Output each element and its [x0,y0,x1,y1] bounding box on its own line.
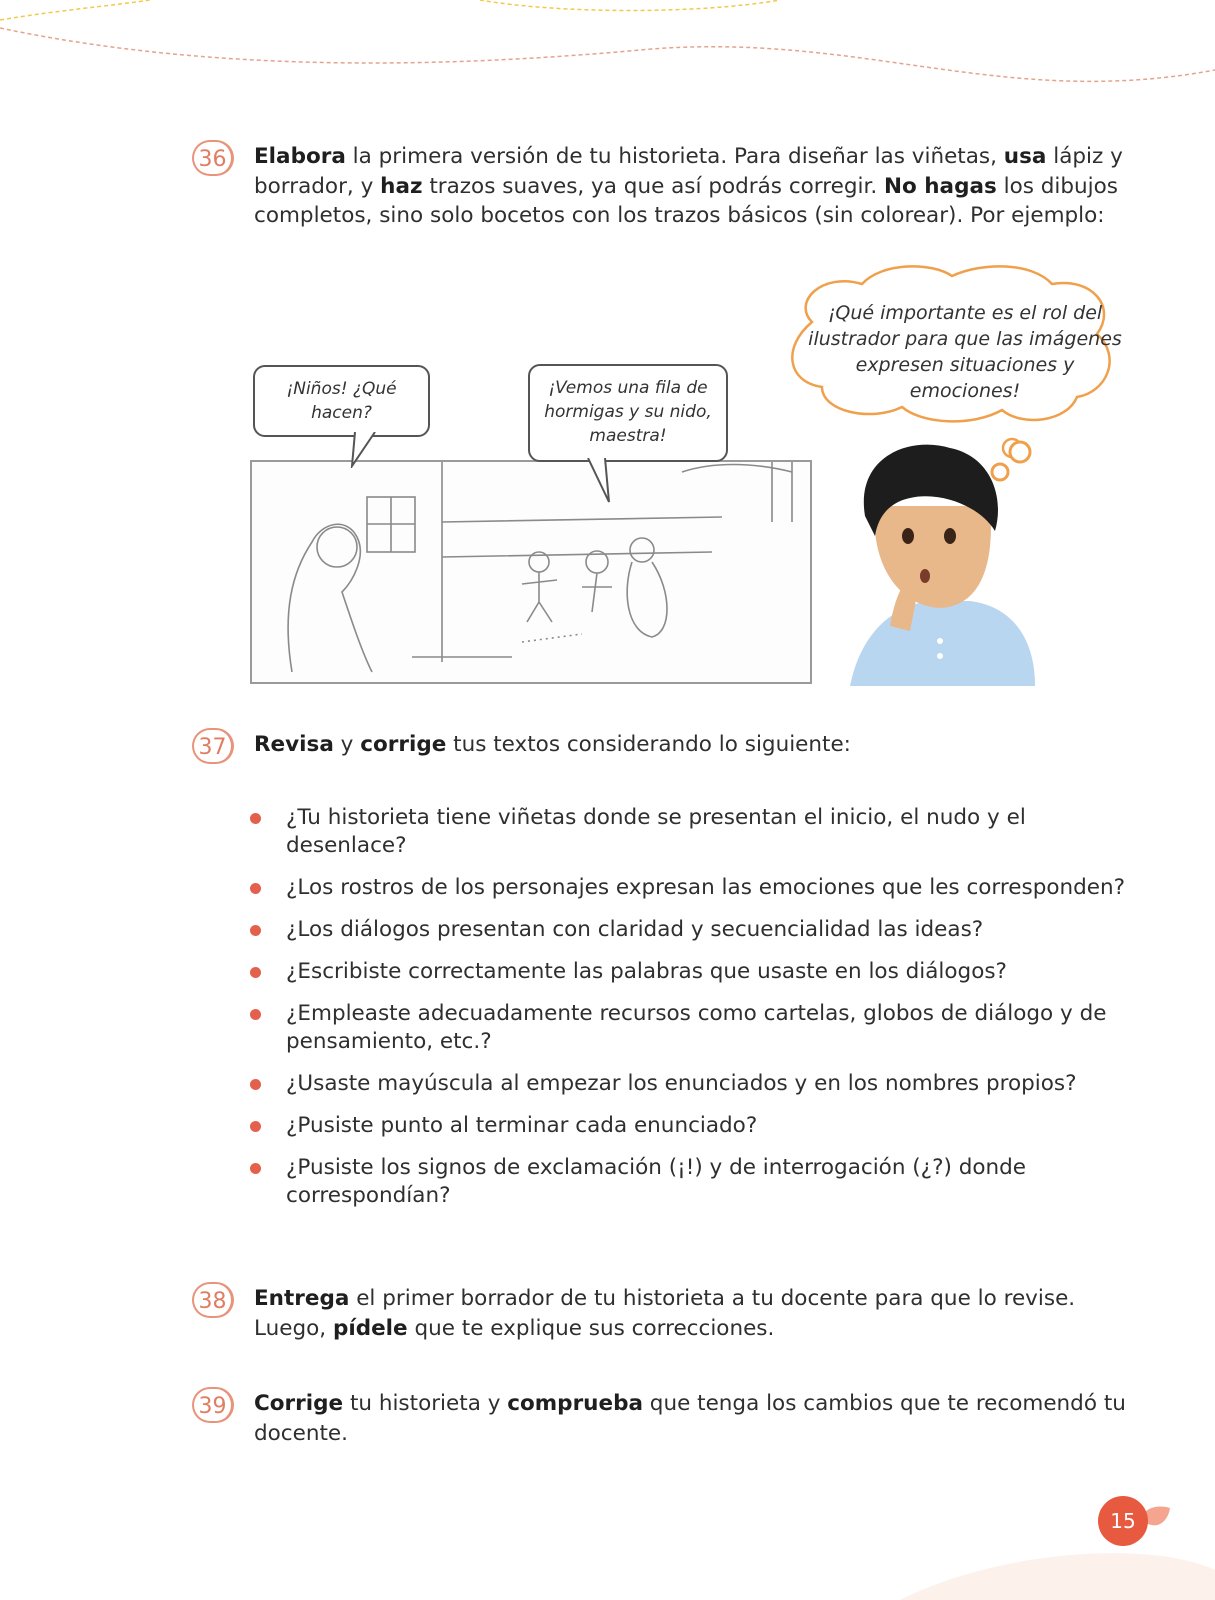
checklist-text: ¿Los rostros de los personajes expresan las emociones que les corresponden? [286,875,1126,900]
text: la primera versión de tu historieta. Para diseñar las viñetas, [345,144,1004,169]
checklist-item [250,1000,1130,1056]
verb: pídele [332,1315,408,1341]
text: y [333,732,361,757]
bottom-wave-decoration [0,1540,1215,1600]
text: los dibujos completos, sino solo bocetos con los trazos básicos (sin colorear). Por ejemplo: [254,173,1118,228]
bullet-icon [250,925,261,936]
verb: No hagas [884,173,997,199]
verb: haz [380,173,423,199]
task-instruction [254,1284,1134,1343]
bubble-text: ¡Vemos una fila de hormigas y su nido, maestra! [544,378,712,446]
text: trazos suaves, ya que así podrás corregir. [422,173,884,199]
text: tu historieta y [343,1391,508,1416]
speech-bubble-children [528,364,728,462]
verb: usa [1003,144,1047,169]
text: lápiz y borrador, y [254,144,1123,199]
checklist-item [250,1112,1130,1140]
bullet-icon [250,1121,261,1132]
text: el primer borrador de tu historieta a tu docente para que lo revise. [349,1286,1076,1311]
checklist-text: ¿Los diálogos presentan con claridad y secuencialidad las ideas? [286,917,984,942]
checklist-text: ¿Tu historieta tiene viñetas donde se presentan el inicio, el nudo y el desenlace? [286,805,1026,858]
checklist-text: ¿Empleaste adecuadamente recursos como cartelas, globos de diálogo y de pensamiento, etc.? [286,1001,1107,1054]
task-number: 39 [192,1387,234,1423]
verb: Elabora [254,144,346,169]
bullet-icon [250,967,261,978]
checklist-item [250,874,1130,902]
checklist-item [250,916,1130,944]
checklist-text: ¿Pusiste punto al terminar cada enunciado? [286,1113,758,1138]
thinking-boy-illustration [820,436,1050,686]
bullet-icon [250,813,261,824]
task-instruction [254,142,1134,231]
sketch-drawing [252,462,810,682]
bubble-text: ¡Niños! ¿Qué hacen? [286,379,397,423]
checklist-text: ¿Escribiste correctamente las palabras que usaste en los diálogos? [286,959,1007,984]
task-instruction [254,730,1134,760]
bubble-tail-icon [585,458,615,504]
text: tus textos considerando lo siguiente: [446,732,851,757]
page-number: 15 [1098,1496,1148,1546]
checklist-item [250,958,1130,986]
bullet-icon [250,1009,261,1020]
bubble-tail-icon [350,432,380,468]
verb: corrige [360,732,447,757]
checklist-text: ¿Pusiste los signos de exclamación (¡!) y de interrogación (¿?) donde correspondían? [286,1155,1027,1208]
task-instruction [254,1389,1134,1448]
checklist-item [250,1070,1130,1098]
top-wave-decoration [0,0,1215,120]
text: que te explique sus correcciones. [407,1315,775,1341]
verb: Corrige [254,1391,344,1416]
checklist-item [250,804,1130,860]
bullet-icon [250,883,261,894]
verb: Entrega [254,1286,350,1311]
speech-bubble-teacher [253,365,430,437]
verb: comprueba [507,1391,643,1416]
bullet-icon [250,1163,261,1174]
bullet-icon [250,1079,261,1090]
task-number: 36 [192,140,234,176]
text: Luego, [254,1315,333,1341]
comic-sketch-panel [250,460,812,684]
task-number: 38 [192,1282,234,1318]
checklist-text: ¿Usaste mayúscula al empezar los enunciados y en los nombres propios? [286,1071,1077,1096]
text: que tenga los cambios que te recomendó tu docente. [254,1391,1126,1446]
verb: Revisa [254,732,334,757]
checklist [250,804,1130,1224]
checklist-item [250,1154,1130,1210]
task-number: 37 [192,728,234,764]
thought-text: ¡Qué importante es el rol del ilustrador para que las imágenes expresen situaciones y emociones! [808,302,1122,402]
